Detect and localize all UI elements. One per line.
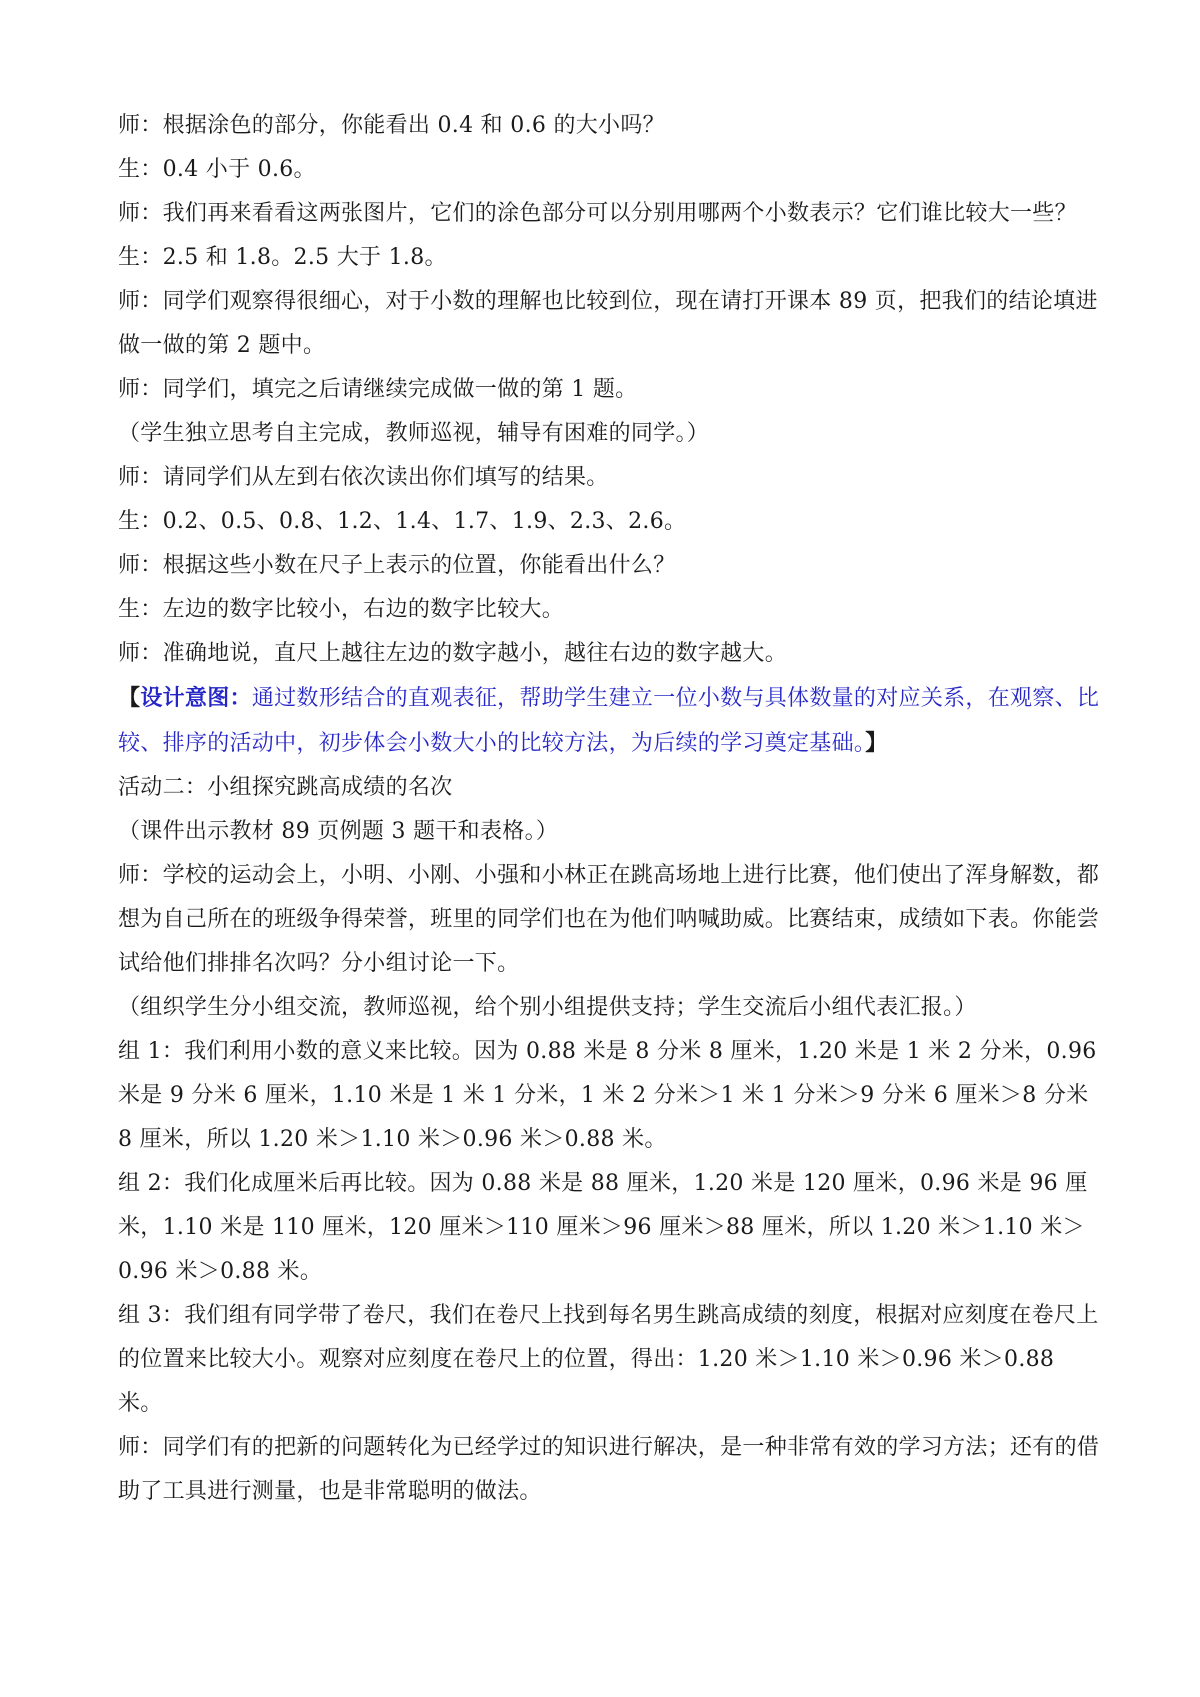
dialogue-line: 生：0.4 小于 0.6。 [118, 157, 316, 182]
dialogue-line: 生：左边的数字比较小，右边的数字比较大。 [118, 597, 565, 622]
dialogue-line: 生：2.5 和 1.8。2.5 大于 1.8。 [118, 245, 447, 270]
dialogue-line: 师：根据这些小数在尺子上表示的位置，你能看出什么？ [118, 553, 676, 578]
dialogue-line: 师：学校的运动会上，小明、小刚、小强和小林正在跳高场地上进行比赛，他们使出了浑身解数，都想为自己所在的班级争得荣誉，班里的同学们也在为他们呐喊助威。比赛结束，成绩如下表。你能尝试给他们排排名次吗？分小组讨论一下。 [118, 863, 1100, 976]
dialogue-line: 师：准确地说，直尺上越往左边的数字越小，越往右边的数字越大。 [118, 641, 788, 666]
dialogue-line: 师：同学们，填完之后请继续完成做一做的第 1 题。 [118, 377, 638, 402]
stage-direction: （组织学生分小组交流，教师巡视，给个别小组提供支持；学生交流后小组代表汇报。） [118, 995, 977, 1020]
dialogue-line: 师：同学们观察得很细心，对于小数的理解也比较到位，现在请打开课本 89 页，把我们的结论填进做一做的第 2 题中。 [118, 289, 1098, 358]
design-intent-label: 设计意图： [140, 685, 252, 711]
group-report: 组 2：我们化成厘米后再比较。因为 0.88 米是 88 厘米，1.20 米是 120 厘米，0.96 米是 96 厘米，1.10 米是 110 厘米，120 厘米＞110 厘米＞96 厘米＞88 厘米，所以 1.20 米＞1.10 米＞0.96 米＞0.88 米。 [118, 1171, 1088, 1284]
activity-heading: 活动二：小组探究跳高成绩的名次 [118, 775, 453, 800]
stage-direction: （学生独立思考自主完成，教师巡视，辅导有困难的同学。） [118, 421, 710, 446]
dialogue-line: 师：同学们有的把新的问题转化为已经学过的知识进行解决，是一种非常有效的学习方法；还有的借助了工具进行测量，也是非常聪明的做法。 [118, 1435, 1100, 1504]
group-report: 组 1：我们利用小数的意义来比较。因为 0.88 米是 8 分米 8 厘米，1.20 米是 1 米 2 分米，0.96 米是 9 分米 6 厘米，1.10 米是 1 米 1 分米，1 米 2 分米＞1 米 1 分米＞9 分米 6 厘米＞8 分米 8 厘米，所以 1.20 米＞1.10 米＞0.96 米＞0.88 米。 [118, 1039, 1104, 1152]
design-intent-close-bracket: 】 [865, 730, 888, 756]
document-page [118, 104, 1104, 1514]
design-intent-text: 通过数形结合的直观表征，帮助学生建立一位小数与具体数量的对应关系，在观察、比较、排序的活动中，初步体会小数大小的比较方法，为后续的学习奠定基础。 [118, 686, 1100, 756]
dialogue-line: 师：请同学们从左到右依次读出你们填写的结果。 [118, 465, 609, 490]
design-intent-open-bracket: 【 [118, 685, 141, 711]
design-intent-note [118, 676, 1100, 766]
dialogue-line: 师：我们再来看看这两张图片，它们的涂色部分可以分别用哪两个小数表示？它们谁比较大一些？ [118, 201, 1077, 226]
group-report: 组 3：我们组有同学带了卷尺，我们在卷尺上找到每名男生跳高成绩的刻度，根据对应刻度在卷尺上的位置来比较大小。观察对应刻度在卷尺上的位置，得出：1.20 米＞1.10 米＞0.96 米＞0.88 米。 [118, 1303, 1099, 1416]
stage-direction: （课件出示教材 89 页例题 3 题干和表格。） [118, 819, 559, 844]
dialogue-line: 师：根据涂色的部分，你能看出 0.4 和 0.6 的大小吗？ [118, 113, 665, 138]
dialogue-line: 生：0.2、0.5、0.8、1.2、1.4、1.7、1.9、2.3、2.6。 [118, 509, 687, 534]
